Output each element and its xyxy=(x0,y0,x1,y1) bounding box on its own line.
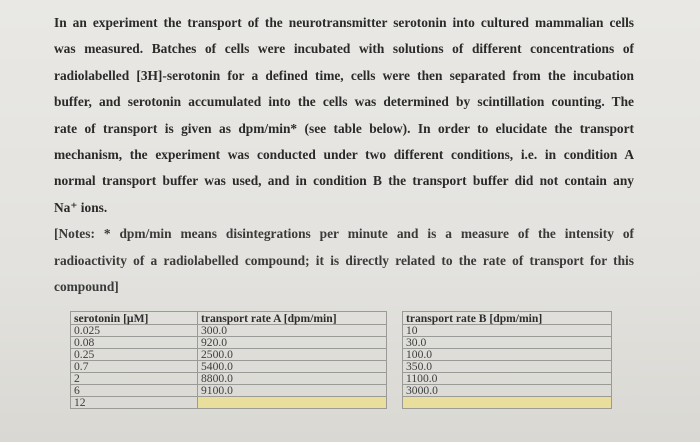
text-line-content: normal transport buffer was used, and in condition B the transport buffer did not contain any xyxy=(54,173,634,189)
text-line xyxy=(54,89,634,115)
table-cell: 300.0 xyxy=(198,325,387,337)
problem-text xyxy=(54,10,634,300)
rate-a-header: transport rate A [dpm/min] xyxy=(198,312,387,325)
table-cell: 6 xyxy=(71,385,198,397)
text-line xyxy=(54,116,634,142)
table-cell: 2 xyxy=(71,373,198,385)
notes-line xyxy=(54,274,634,300)
table-cell: 30.0 xyxy=(403,337,612,349)
table-cell: 10 xyxy=(403,325,612,337)
table-cell: 3000.0 xyxy=(403,385,612,397)
table-cell: 0.7 xyxy=(71,361,198,373)
notes-line xyxy=(54,248,634,274)
table-cell: 1100.0 xyxy=(403,373,612,385)
rate-b-header: transport rate B [dpm/min] xyxy=(403,312,612,325)
table-cell: 5400.0 xyxy=(198,361,387,373)
table-cell: 12 xyxy=(71,397,198,409)
text-line xyxy=(54,168,634,194)
table-cell: 8800.0 xyxy=(198,373,387,385)
table-cell: 350.0 xyxy=(403,361,612,373)
text-line-content: buffer, and serotonin accumulated into the cells was determined by scintillation counting. The xyxy=(54,94,634,110)
table-cell: 100.0 xyxy=(403,349,612,361)
highlighted-cell xyxy=(198,397,387,409)
highlighted-cell xyxy=(403,397,612,409)
text-line xyxy=(54,63,634,89)
text-line-content: radiolabelled [3H]-serotonin for a defined time, cells were then separated from the incubation xyxy=(54,67,634,83)
notes-line xyxy=(54,221,634,247)
text-line-content: In an experiment the transport of the neurotransmitter serotonin into cultured mammalian cells xyxy=(54,15,634,30)
notes-line-content: compound] xyxy=(54,278,119,294)
text-line-content: rate of transport is given as dpm/min* (see table below). In order to elucidate the transport xyxy=(54,120,634,136)
table-cell: 0.08 xyxy=(71,337,198,349)
notes-line-content: [Notes: * dpm/min means disintegrations per minute and is a measure of the intensity of xyxy=(54,226,634,242)
serotonin-header: serotonin [µM] xyxy=(71,312,198,325)
table-cell: 920.0 xyxy=(198,337,387,349)
table-cell: 2500.0 xyxy=(198,349,387,361)
serotonin-table xyxy=(70,311,198,409)
text-line xyxy=(54,195,634,221)
transport-rate-a-table xyxy=(197,311,387,409)
text-line xyxy=(54,36,634,62)
notes-line-content: radioactivity of a radiolabelled compound; it is directly related to the rate of transport for this xyxy=(54,252,634,268)
text-line xyxy=(54,142,634,168)
table-cell: 9100.0 xyxy=(198,385,387,397)
text-line xyxy=(54,10,634,36)
transport-rate-b-table xyxy=(402,311,612,409)
table-cell: 0.25 xyxy=(71,349,198,361)
table-cell: 0.025 xyxy=(71,325,198,337)
text-line-content: Na⁺ ions. xyxy=(54,199,108,215)
text-line-content: mechanism, the experiment was conducted under two different conditions, i.e. in condition A xyxy=(54,146,634,162)
text-line-content: was measured. Batches of cells were incubated with solutions of different concentrations of xyxy=(54,41,634,57)
